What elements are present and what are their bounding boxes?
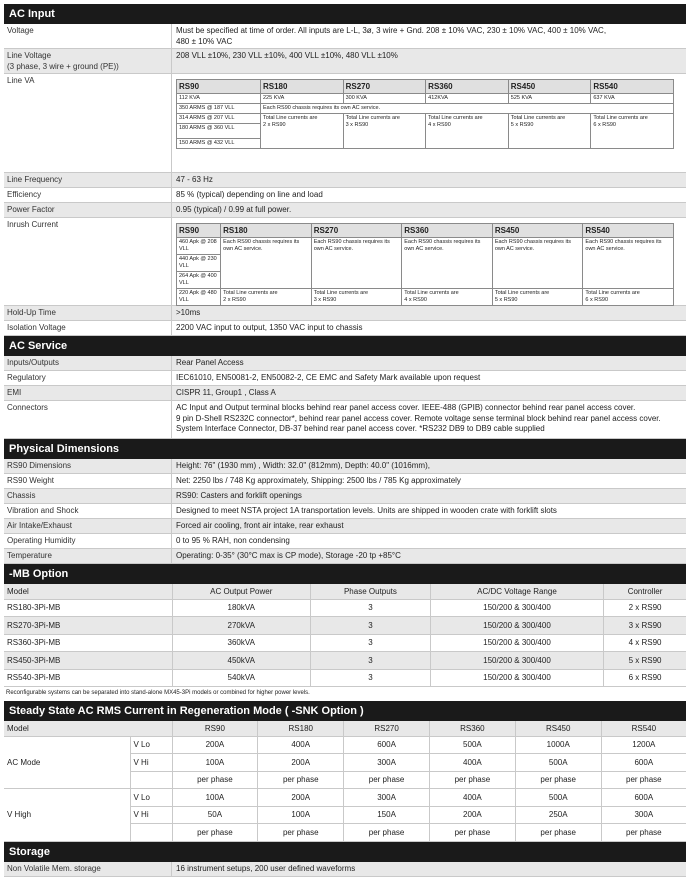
value-connectors bbox=[172, 401, 686, 438]
inrush-header: RS450 bbox=[492, 224, 583, 238]
total-cell bbox=[426, 114, 509, 149]
row-storage bbox=[4, 862, 686, 877]
snk-blank bbox=[130, 824, 172, 842]
total-cell bbox=[343, 114, 426, 149]
multiple-text: 6 x RS90 bbox=[593, 122, 616, 128]
snk-per-phase: per phase bbox=[344, 771, 430, 789]
mb-cell: 4 x RS90 bbox=[604, 634, 686, 652]
snk-cell: 400A bbox=[258, 736, 344, 754]
kva-cell: 525 KVA bbox=[508, 94, 591, 104]
label-physical: Vibration and Shock bbox=[4, 504, 172, 518]
label-isolation: Isolation Voltage bbox=[4, 321, 172, 335]
mb-option-table bbox=[4, 584, 686, 687]
value-physical: Net: 2250 lbs / 748 Kg approximately, Shipping: 2500 lbs / 785 Kg approximately bbox=[176, 476, 461, 485]
snk-header: RS540 bbox=[601, 721, 686, 736]
label-physical: RS90 Dimensions bbox=[4, 459, 172, 473]
total-line-text: Total Line currents are bbox=[262, 115, 318, 121]
connectors-line: 9 pin D-Shell RS232C connector*, behind rear panel access cover. Remote voltage sense terminal block behind rear panel access cover. bbox=[176, 413, 661, 423]
connectors-line: AC Input and Output terminal blocks behind rear panel access cover. IEEE-488 (GPIB) connector behind rear panel access cover. bbox=[176, 403, 636, 412]
multiple-text: 2 x RS90 bbox=[262, 122, 286, 128]
inrush-total-cell bbox=[402, 289, 493, 306]
mb-header-row bbox=[4, 584, 686, 599]
kva-cell: 225 KVA bbox=[260, 94, 343, 104]
row-line-frequency bbox=[4, 173, 686, 188]
label-connectors: Connectors bbox=[4, 401, 172, 438]
voltage-line-2: 480 ± 10% VAC bbox=[176, 36, 233, 46]
mb-cell: RS360-3Pi-MB bbox=[4, 634, 172, 652]
mb-cell: 3 bbox=[311, 617, 431, 635]
total-line-text: Total Line currents are bbox=[345, 115, 400, 121]
snk-cell: 100A bbox=[172, 754, 258, 772]
snk-header: RS270 bbox=[344, 721, 430, 736]
connectors-line: System Interface Connector, DB-37 behind rear panel access cover. *RS232 DB9 to DB9 cable supplied bbox=[176, 424, 545, 433]
row-inrush bbox=[4, 218, 686, 306]
mb-cell: 180kVA bbox=[172, 599, 311, 617]
snk-per-phase: per phase bbox=[344, 824, 430, 842]
multiple-text: 4 x RS90 bbox=[428, 122, 451, 128]
snk-per-phase: per phase bbox=[601, 771, 686, 789]
snk-cell: 50A bbox=[172, 806, 258, 824]
inrush-total-cell bbox=[311, 289, 402, 306]
apk-cell: 264 Apk @ 400 VLL bbox=[177, 272, 221, 289]
label-emi: EMI bbox=[4, 386, 172, 400]
value-emi: CISPR 11, Group1 , Class A bbox=[176, 388, 276, 397]
inrush-note-cell: Each RS90 chassis requires its own AC service. bbox=[402, 238, 493, 289]
total-line-text: Total Line currents are bbox=[428, 115, 483, 121]
snk-per-phase: per phase bbox=[429, 824, 515, 842]
inrush-header: RS360 bbox=[402, 224, 493, 238]
snk-per-phase: per phase bbox=[258, 771, 344, 789]
label-regulatory: Regulatory bbox=[4, 371, 172, 385]
inrush-note-cell: Each RS90 chassis requires its own AC service. bbox=[221, 238, 312, 289]
label-physical: Temperature bbox=[4, 549, 172, 563]
mb-cell: 3 bbox=[311, 669, 431, 687]
mb-header: AC/DC Voltage Range bbox=[430, 584, 603, 599]
row-physical bbox=[4, 549, 686, 564]
mb-cell: RS270-3Pi-MB bbox=[4, 617, 172, 635]
label-physical: Operating Humidity bbox=[4, 534, 172, 548]
mb-cell: RS450-3Pi-MB bbox=[4, 652, 172, 670]
row-holdup bbox=[4, 306, 686, 321]
snk-per-phase: per phase bbox=[172, 824, 258, 842]
value-inputs-outputs: Rear Panel Access bbox=[176, 358, 244, 367]
total-line-text: Total Line currents are bbox=[223, 290, 278, 296]
value-physical: 0 to 95 % RAH, non condensing bbox=[176, 536, 290, 545]
total-line-text: Total Line currents are bbox=[313, 290, 369, 296]
chassis-note-cell: Each RS90 chassis requires its own AC service. bbox=[260, 104, 673, 114]
mb-cell: 150/200 & 300/400 bbox=[430, 634, 603, 652]
multiple-text: 6 x RS90 bbox=[585, 297, 609, 303]
mb-cell: 6 x RS90 bbox=[604, 669, 686, 687]
table-row bbox=[4, 599, 686, 617]
snk-cell: 500A bbox=[515, 754, 601, 772]
snk-per-phase: per phase bbox=[515, 771, 601, 789]
mb-header: AC Output Power bbox=[172, 584, 311, 599]
row-emi bbox=[4, 386, 686, 401]
snk-cell: 600A bbox=[601, 789, 686, 807]
multiple-text: 4 x RS90 bbox=[404, 297, 427, 303]
snk-per-phase: per phase bbox=[172, 771, 258, 789]
snk-header: RS180 bbox=[258, 721, 344, 736]
spec-sheet bbox=[4, 4, 686, 877]
snk-cell: 300A bbox=[601, 806, 686, 824]
value-line-frequency: 47 - 63 Hz bbox=[176, 175, 213, 184]
snk-cell: 400A bbox=[429, 789, 515, 807]
snk-blank bbox=[130, 771, 172, 789]
inrush-note-cell: Each RS90 chassis requires its own AC service. bbox=[583, 238, 674, 289]
row-physical bbox=[4, 459, 686, 474]
multiple-text: 5 x RS90 bbox=[510, 122, 534, 128]
snk-cell: 200A bbox=[258, 754, 344, 772]
multiple-text: 3 x RS90 bbox=[313, 297, 337, 303]
row-physical bbox=[4, 534, 686, 549]
section-ac-input: AC Input bbox=[4, 4, 686, 24]
mb-header: Controller bbox=[604, 584, 686, 599]
label-line-frequency: Line Frequency bbox=[4, 173, 172, 187]
snk-cell: 500A bbox=[515, 789, 601, 807]
label-inrush: Inrush Current bbox=[4, 218, 172, 305]
snk-cell: 200A bbox=[429, 806, 515, 824]
snk-cell: 1000A bbox=[515, 736, 601, 754]
snk-cell: 400A bbox=[429, 754, 515, 772]
value-isolation: 2200 VAC input to output, 1350 VAC input to chassis bbox=[176, 323, 363, 332]
multiple-text: 3 x RS90 bbox=[345, 122, 369, 128]
snk-cell: 200A bbox=[258, 789, 344, 807]
row-physical bbox=[4, 474, 686, 489]
snk-cell: 150A bbox=[344, 806, 430, 824]
line-va-header: RS540 bbox=[591, 80, 674, 94]
mb-cell: 270kVA bbox=[172, 617, 311, 635]
snk-header-row bbox=[4, 721, 686, 736]
table-row bbox=[4, 669, 686, 687]
arms-187-cell: 350 ARMS @ 187 VLL bbox=[177, 104, 261, 114]
mb-cell: 150/200 & 300/400 bbox=[430, 599, 603, 617]
snk-cell: 100A bbox=[258, 806, 344, 824]
section-ac-service: AC Service bbox=[4, 336, 686, 356]
line-va-table bbox=[176, 79, 674, 149]
snk-cell: 300A bbox=[344, 754, 430, 772]
mb-cell: 3 bbox=[311, 634, 431, 652]
row-inputs-outputs bbox=[4, 356, 686, 371]
snk-cell: 250A bbox=[515, 806, 601, 824]
snk-vlo-label: V Lo bbox=[130, 789, 172, 807]
row-line-voltage bbox=[4, 49, 686, 74]
line-voltage-label-2: (3 phase, 3 wire + ground (PE)) bbox=[7, 61, 119, 71]
value-physical: RS90: Casters and forklift openings bbox=[176, 491, 302, 500]
label-line-va: Line VA bbox=[4, 74, 172, 172]
apk-cell: 460 Apk @ 208 VLL bbox=[177, 238, 221, 255]
label-physical: Chassis bbox=[4, 489, 172, 503]
arms-432-cell: 150 ARMS @ 432 VLL bbox=[177, 139, 261, 149]
snk-per-phase: per phase bbox=[601, 824, 686, 842]
label-storage: Non Volatile Mem. storage bbox=[4, 862, 172, 876]
label-holdup: Hold-Up Time bbox=[4, 306, 172, 320]
row-physical bbox=[4, 489, 686, 504]
label-voltage: Voltage bbox=[4, 24, 172, 48]
mb-cell: 150/200 & 300/400 bbox=[430, 617, 603, 635]
snk-cell: 300A bbox=[344, 789, 430, 807]
row-physical bbox=[4, 519, 686, 534]
value-voltage bbox=[172, 24, 686, 48]
table-row bbox=[4, 617, 686, 635]
label-power-factor: Power Factor bbox=[4, 203, 172, 217]
value-inrush bbox=[172, 218, 686, 305]
inrush-total-cell bbox=[583, 289, 674, 306]
table-row bbox=[4, 789, 686, 807]
snk-vhi-label: V Hi bbox=[130, 754, 172, 772]
value-physical: Height: 76" (1930 mm) , Width: 32.0" (812mm), Depth: 40.0" (1016mm), bbox=[176, 461, 430, 470]
multiple-text: 2 x RS90 bbox=[223, 297, 246, 303]
table-row bbox=[4, 736, 686, 754]
mb-cell: 5 x RS90 bbox=[604, 652, 686, 670]
row-connectors bbox=[4, 401, 686, 439]
total-line-text: Total Line currents are bbox=[510, 115, 566, 121]
line-va-header: RS180 bbox=[260, 80, 343, 94]
table-row bbox=[4, 634, 686, 652]
snk-cell: 600A bbox=[344, 736, 430, 754]
line-va-header: RS450 bbox=[508, 80, 591, 94]
value-regulatory: IEC61010, EN50081-2, EN50082-2, CE EMC and Safety Mark available upon request bbox=[176, 373, 481, 382]
label-physical: RS90 Weight bbox=[4, 474, 172, 488]
total-line-text: Total Line currents are bbox=[585, 290, 640, 296]
line-va-header: RS270 bbox=[343, 80, 426, 94]
voltage-line-1: Must be specified at time of order. All inputs are L-L, 3ø, 3 wire + Gnd. 208 ± 10% VAC, 230 ± 10% VAC, 400 ± 10% VAC, bbox=[176, 26, 607, 35]
kva-cell: 637 KVA bbox=[591, 94, 674, 104]
snk-cell: 600A bbox=[601, 754, 686, 772]
snk-header: RS90 bbox=[172, 721, 258, 736]
mb-cell: 3 x RS90 bbox=[604, 617, 686, 635]
snk-cell: 500A bbox=[429, 736, 515, 754]
mb-cell: RS180-3Pi-MB bbox=[4, 599, 172, 617]
row-efficiency bbox=[4, 188, 686, 203]
kva-cell: 412KVA bbox=[426, 94, 509, 104]
line-voltage-label-1: Line Voltage bbox=[7, 51, 52, 60]
value-physical: Operating: 0-35° (30°C max is CP mode), Storage -20 tp +85°C bbox=[176, 551, 401, 560]
table-row bbox=[4, 652, 686, 670]
mb-cell: RS540-3Pi-MB bbox=[4, 669, 172, 687]
apk-cell: 440 Apk @ 230 VLL bbox=[177, 255, 221, 272]
mb-header: Phase Outputs bbox=[311, 584, 431, 599]
inrush-header: RS270 bbox=[311, 224, 402, 238]
label-inputs-outputs: Inputs/Outputs bbox=[4, 356, 172, 370]
total-line-text: Total Line currents are bbox=[593, 115, 648, 121]
value-power-factor: 0.95 (typical) / 0.99 at full power. bbox=[176, 205, 292, 214]
value-physical: Designed to meet NSTA project 1A transportation levels. Units are shipped in wooden crate with forklift slots bbox=[176, 506, 557, 515]
total-line-text: Total Line currents are bbox=[494, 290, 550, 296]
row-line-va bbox=[4, 74, 686, 173]
snk-cell: 200A bbox=[172, 736, 258, 754]
section-storage: Storage bbox=[4, 842, 686, 862]
apk-cell: 220 Apk @ 480 VLL bbox=[177, 289, 221, 306]
value-physical: Forced air cooling, front air intake, rear exhaust bbox=[176, 521, 344, 530]
snk-header: RS360 bbox=[429, 721, 515, 736]
section-mb-option: -MB Option bbox=[4, 564, 686, 584]
inrush-header: RS180 bbox=[221, 224, 312, 238]
mb-cell: 360kVA bbox=[172, 634, 311, 652]
snk-vlo-label: V Lo bbox=[130, 736, 172, 754]
mb-cell: 540kVA bbox=[172, 669, 311, 687]
value-storage: 16 instrument setups, 200 user defined waveforms bbox=[176, 863, 356, 873]
inrush-total-cell bbox=[492, 289, 583, 306]
total-line-text: Total Line currents are bbox=[404, 290, 459, 296]
label-physical: Air Intake/Exhaust bbox=[4, 519, 172, 533]
total-cell bbox=[508, 114, 591, 149]
row-power-factor bbox=[4, 203, 686, 218]
inrush-total-cell bbox=[221, 289, 312, 306]
snk-per-phase: per phase bbox=[429, 771, 515, 789]
kva-cell: 300 KVA bbox=[343, 94, 426, 104]
row-physical bbox=[4, 504, 686, 519]
mb-cell: 150/200 & 300/400 bbox=[430, 652, 603, 670]
snk-table bbox=[4, 721, 686, 842]
inrush-header: RS90 bbox=[177, 224, 221, 238]
snk-per-phase: per phase bbox=[515, 824, 601, 842]
mb-cell: 3 bbox=[311, 599, 431, 617]
mb-header: Model bbox=[4, 584, 172, 599]
row-isolation bbox=[4, 321, 686, 336]
snk-model-label: Model bbox=[4, 721, 172, 736]
mb-cell: 150/200 & 300/400 bbox=[430, 669, 603, 687]
line-va-header: RS90 bbox=[177, 80, 261, 94]
snk-vhi-label: V Hi bbox=[130, 806, 172, 824]
inrush-note-cell: Each RS90 chassis requires its own AC service. bbox=[492, 238, 583, 289]
value-efficiency: 85 % (typical) depending on line and load bbox=[176, 190, 323, 199]
inrush-header: RS540 bbox=[583, 224, 674, 238]
multiple-text: 5 x RS90 bbox=[494, 297, 518, 303]
total-cell bbox=[260, 114, 343, 149]
snk-header: RS450 bbox=[515, 721, 601, 736]
value-holdup: >10ms bbox=[176, 308, 201, 317]
inrush-table bbox=[176, 223, 674, 306]
kva-cell: 112 KVA bbox=[177, 94, 261, 104]
label-efficiency: Efficiency bbox=[4, 188, 172, 202]
arms-207-cell: 314 ARMS @ 207 VLL bbox=[177, 114, 261, 124]
snk-per-phase: per phase bbox=[258, 824, 344, 842]
line-va-header: RS360 bbox=[426, 80, 509, 94]
mb-cell: 2 x RS90 bbox=[604, 599, 686, 617]
snk-ac-mode-label: AC Mode bbox=[4, 736, 130, 789]
section-snk: Steady State AC RMS Current in Regeneration Mode ( -SNK Option ) bbox=[4, 701, 686, 721]
section-physical: Physical Dimensions bbox=[4, 439, 686, 459]
snk-v-high-label: V High bbox=[4, 789, 130, 842]
snk-cell: 1200A bbox=[601, 736, 686, 754]
row-voltage bbox=[4, 24, 686, 49]
arms-360-cell: 180 ARMS @ 360 VLL bbox=[177, 124, 261, 139]
mb-cell: 3 bbox=[311, 652, 431, 670]
mb-cell: 450kVA bbox=[172, 652, 311, 670]
total-cell bbox=[591, 114, 674, 149]
label-line-voltage bbox=[4, 49, 172, 73]
snk-cell: 100A bbox=[172, 789, 258, 807]
inrush-note-cell: Each RS90 chassis requires its own AC service. bbox=[311, 238, 402, 289]
value-line-va bbox=[172, 74, 686, 172]
value-line-voltage: 208 VLL ±10%, 230 VLL ±10%, 400 VLL ±10%, 480 VLL ±10% bbox=[176, 51, 398, 60]
row-regulatory bbox=[4, 371, 686, 386]
mb-note: Reconfigurable systems can be separated into stand-alone MX45-3Pi models or combined for higher power levels. bbox=[6, 690, 310, 696]
